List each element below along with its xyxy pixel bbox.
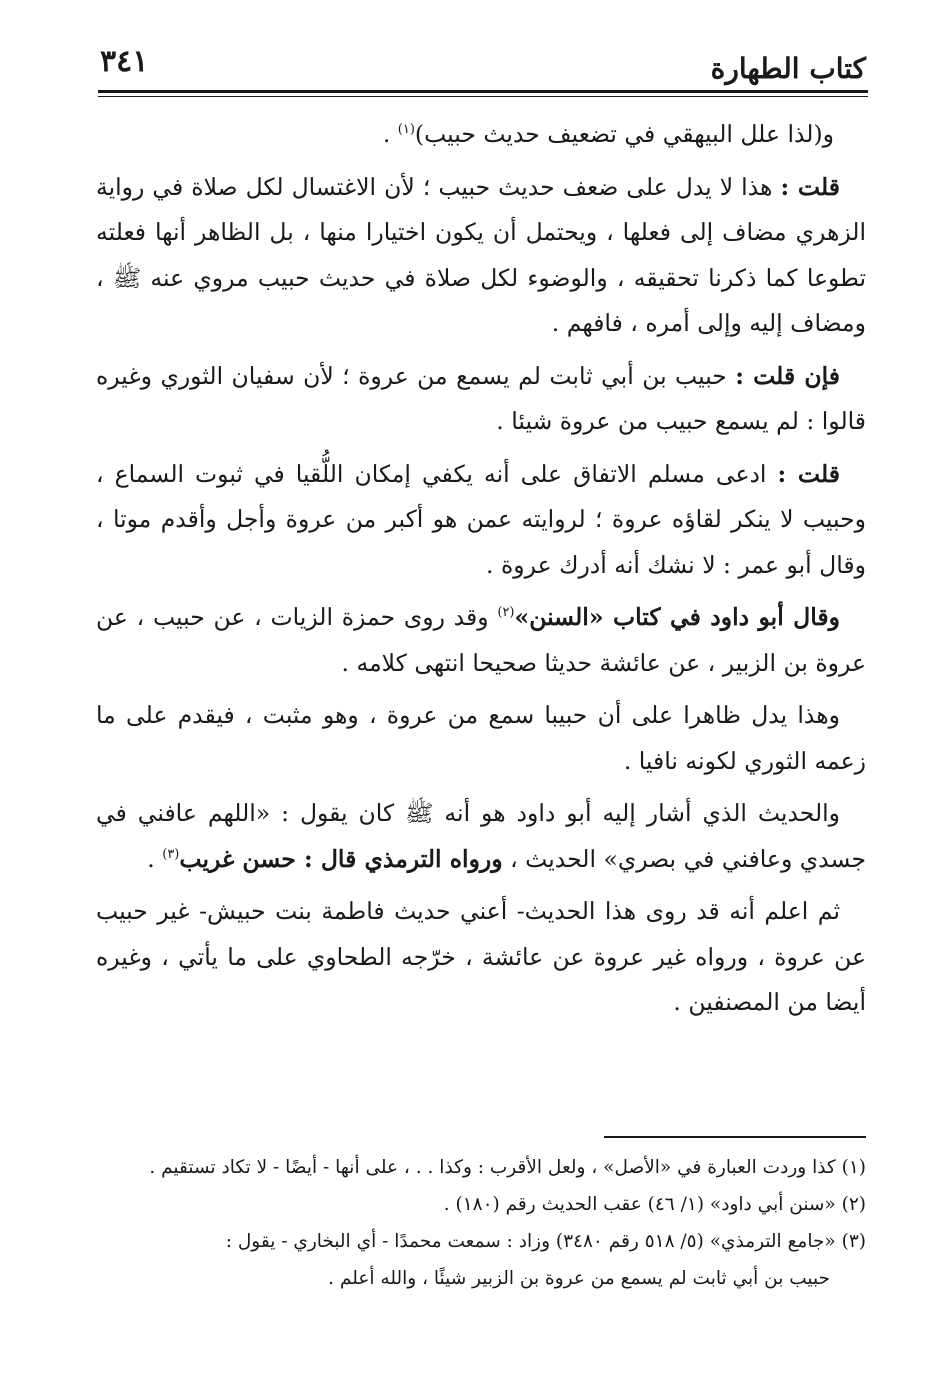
paragraph	[96, 791, 866, 882]
paragraph-text: ثم اعلم أنه قد روى هذا الحديث- أعني حديث فاطمة بنت حبيش- غير حبيب عن عروة ، ورواه غير عروة عن عائشة ، خرّجه الطحاوي على ما يأتي ، وغيره أيضا من المصنفين .	[96, 897, 866, 1016]
paragraph-text: هذا لا يدل على ضعف حديث حبيب ؛ لأن الاغتسال لكل صلاة في رواية الزهري مضاف إلى فعلها ، ويحتمل أن يكون اختيارا منها ، بل الظاهر أنها فعلته تطوعا كما ذكرنا تحقيقه ، والوضوء لكل صلاة في حديث حبيب مروي عنه ﷺ ، ومضاف إليه وإلى أمره ، فافهم .	[96, 172, 866, 337]
paragraph-text: وقد روى حمزة الزيات ، عن حبيب ، عن عروة بن الزبير ، عن عائشة حديثا صحيحا انتهى كلامه .	[96, 603, 866, 677]
footnotes	[96, 1149, 866, 1297]
footnote	[96, 1186, 866, 1223]
paragraph-text: وهذا يدل ظاهرا على أن حبيبا سمع من عروة ، وهو مثبت ، فيقدم على ما زعمه الثوري لكونه نافيا .	[96, 701, 866, 775]
paragraph-text: و(لذا علل البيهقي في تضعيف حديث حبيب)	[414, 120, 834, 148]
paragraph	[96, 889, 866, 1026]
running-head-title: كتاب الطهارة	[710, 52, 866, 85]
footnote-text: «سنن أبي داود» (١/ ٤٦) عقب الحديث رقم (١٨٠) .	[443, 1194, 836, 1215]
footnote-text: «جامع الترمذي» (٥/ ٥١٨ رقم ٣٤٨٠) وزاد : سمعت محمدًا - أي البخاري - يقول :	[225, 1231, 836, 1252]
footnote	[96, 1223, 866, 1260]
footnote-number: (٢)	[841, 1194, 866, 1215]
footnote-number: (٣)	[841, 1231, 866, 1252]
paragraph-text: ادعى مسلم الاتفاق على أنه يكفي إمكان اللُّقيا في ثبوت السماع ، وحبيب لا ينكر لقاؤه عروة ؛ لروايته عمن هو أكبر من عروة وأجل وأقدم موتا ، وقال أبو عمر : لا نشك أنه أدرك عروة .	[96, 459, 866, 579]
footnote-text: كذا وردت العبارة في «الأصل» ، ولعل الأقرب : وكذا . . ، على أنها - أيضًا - لا تكاد تستقيم .	[149, 1157, 836, 1178]
paragraph-lead: قلت :	[777, 459, 840, 488]
footnote-ref: (٢)	[497, 605, 515, 621]
paragraph	[96, 354, 866, 445]
page-number: ٣٤١	[100, 44, 149, 79]
footnote-ref: (١)	[397, 122, 415, 138]
paragraph-text: حبيب بن أبي ثابت لم يسمع من عروة ؛ لأن سفيان الثوري وغيره قالوا : لم يسمع حبيب من عروة شيئا .	[96, 361, 866, 435]
paragraph-lead: فإن قلت :	[735, 361, 840, 390]
paragraph-text: .	[147, 844, 163, 873]
paragraph	[96, 595, 866, 686]
paragraph	[96, 452, 866, 589]
footnote-ref: (٣)	[162, 846, 180, 862]
paragraph-text: والحديث الذي أشار إليه أبو داود هو أنه ﷺ كان يقول : «اللهم عافني في جسدي وعافني في بصري» الحديث ،	[96, 799, 866, 873]
paragraph-lead: قلت :	[780, 172, 840, 201]
footnote-number: (١)	[841, 1157, 866, 1178]
footnote-rule	[604, 1136, 866, 1138]
body-text	[96, 112, 866, 1033]
footnote-continuation: حبيب بن أبي ثابت لم يسمع من عروة بن الزبير شيئًا ، والله أعلم .	[328, 1268, 830, 1289]
paragraph	[96, 112, 866, 158]
bold-text: وقال أبو داود في كتاب «السنن»	[514, 603, 840, 631]
footnote	[96, 1149, 866, 1186]
paragraph	[96, 693, 866, 784]
header-rule-thin	[98, 96, 868, 97]
header-rule	[98, 90, 868, 93]
paragraph-text: .	[382, 120, 398, 148]
paragraph	[96, 165, 866, 347]
bold-text: ورواه الترمذي قال : حسن غريب	[179, 844, 503, 873]
